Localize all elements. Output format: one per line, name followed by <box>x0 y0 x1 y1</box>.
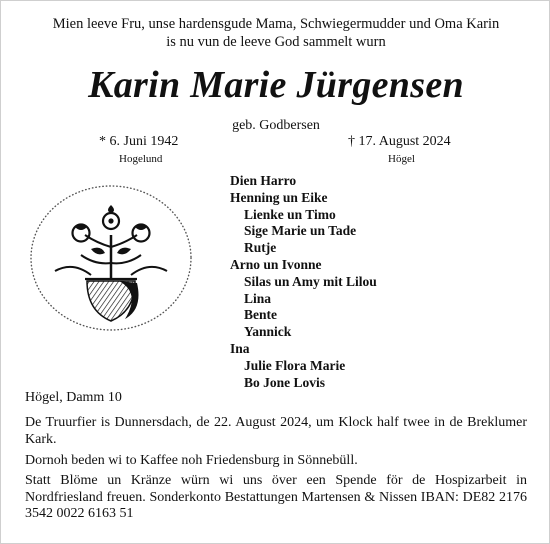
coffee-info: Dornoh beden wi to Kaffee noh Friedensburg in Sönnebüll. <box>25 453 358 468</box>
family-member: Arno un Ivonne <box>230 256 322 272</box>
family-member: Yannick <box>244 324 292 340</box>
family-member: Bente <box>244 307 277 323</box>
family-member: Henning un Eike <box>230 189 328 205</box>
family-member: Rutje <box>244 240 277 256</box>
flower-vase-icon <box>21 183 201 343</box>
intro-line-2: is nu vun de leeve God sammelt wurn <box>166 34 386 50</box>
family-member: Ina <box>230 340 250 356</box>
donation-info: Statt Blöme un Kränze würn wi uns över een Spende för de Hospizarbeit in Nordfriesland freuen. Sonderkonto Bestattungen Martensen & Nissen IBAN: DE82 2176 3542 0022 6163 51 <box>25 473 527 521</box>
death-place: Högel <box>388 153 415 165</box>
family-member: Silas un Amy mit Lilou <box>244 273 377 289</box>
family-member: Dien Harro <box>230 173 297 188</box>
maiden-name: geb. Godbersen <box>232 118 320 133</box>
family-member: Lienke un Timo <box>244 206 336 222</box>
birth-place: Hogelund <box>119 153 163 165</box>
address: Högel, Damm 10 <box>25 390 122 405</box>
deceased-name: Karin Marie Jürgensen <box>88 64 464 106</box>
birth-date: * 6. Juni 1942 <box>99 134 179 149</box>
family-member: Sige Marie un Tade <box>244 223 357 239</box>
family-member: Lina <box>244 290 272 306</box>
death-date: † 17. August 2024 <box>348 134 451 149</box>
family-list <box>230 173 377 391</box>
funeral-info: De Truurfier is Dunnersdach, de 22. August 2024, um Klock half twee in de Breklumer Kark. <box>25 415 527 447</box>
family-member: Bo Jone Lovis <box>244 374 326 390</box>
intro-line-1: Mien leeve Fru, unse hardensgude Mama, Schwiegermudder und Oma Karin <box>52 16 500 32</box>
family-member: Julie Flora Marie <box>244 357 346 373</box>
